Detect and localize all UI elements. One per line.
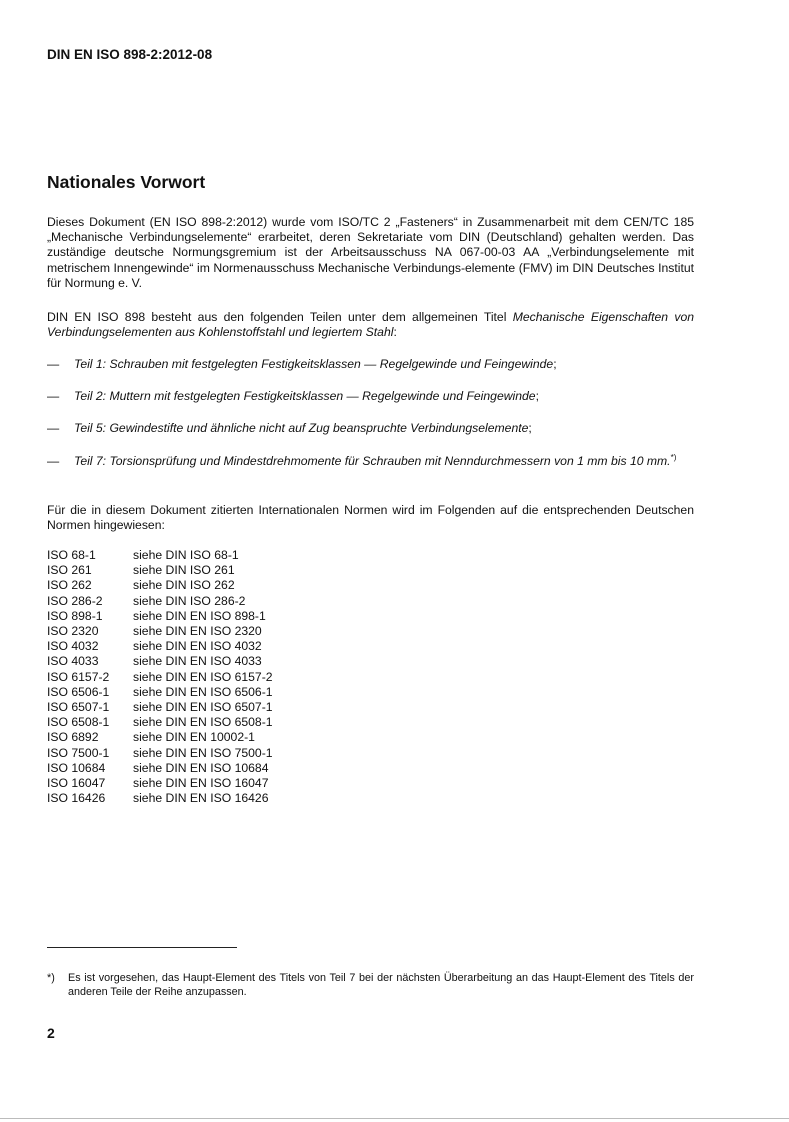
- din-standard-cell: siehe DIN EN ISO 2320: [133, 624, 262, 639]
- table-row: [47, 761, 273, 776]
- paragraph-lead: DIN EN ISO 898 besteht aus den folgenden Teilen unter dem allgemeinen Titel: [47, 310, 513, 324]
- dash-bullet: —: [47, 453, 60, 468]
- table-row: [47, 776, 273, 791]
- footnote-mark: *): [47, 972, 55, 984]
- din-standard-cell: siehe DIN EN ISO 6507-1: [133, 700, 273, 715]
- iso-standard-cell: ISO 898-1: [47, 608, 103, 623]
- din-standard-cell: siehe DIN ISO 262: [133, 578, 235, 593]
- din-standard-cell: siehe DIN EN 10002-1: [133, 730, 255, 745]
- iso-standard-cell: ISO 7500-1: [47, 745, 110, 760]
- din-standard-cell: siehe DIN EN ISO 10684: [133, 760, 269, 775]
- iso-standard-cell: ISO 6892: [47, 730, 99, 745]
- table-row: [47, 654, 273, 669]
- iso-standard-cell: ISO 6507-1: [47, 700, 110, 715]
- din-standard-cell: siehe DIN EN ISO 6157-2: [133, 669, 273, 684]
- part-title: Teil 1: Schrauben mit festgelegten Festigkeitsklassen — Regelgewinde und Feingewinde: [74, 357, 554, 371]
- iso-standard-cell: ISO 10684: [47, 760, 106, 775]
- din-standard-cell: siehe DIN EN ISO 7500-1: [133, 745, 273, 760]
- paragraph-parts-intro: [47, 310, 694, 340]
- iso-standard-cell: ISO 2320: [47, 624, 99, 639]
- iso-standard-cell: ISO 261: [47, 563, 92, 578]
- iso-standard-cell: ISO 6506-1: [47, 684, 110, 699]
- table-row: [47, 624, 273, 639]
- parts-list: [47, 357, 694, 486]
- din-standard-cell: siehe DIN EN ISO 16047: [133, 776, 269, 791]
- page-bottom-edge: [0, 1118, 789, 1119]
- din-standard-cell: siehe DIN EN ISO 16426: [133, 791, 269, 806]
- paragraph-intro: Dieses Dokument (EN ISO 898-2:2012) wurde vom ISO/TC 2 „Fasteners“ in Zusammenarbeit mit dem CEN/TC 185 „Mechanische Verbindungselemente“ erarbeitet, deren Sekretariate vom DIN (Deutschland) gehalten werden. Das zuständige deutsche Normungsgremium ist der Arbeitsausschuss NA 067-00-03 AA „Verbindungselemente mit metrischem Innengewinde“ im Normenausschuss Mechanische Verbindungs-elemente (FMV) im DIN Deutsches Institut für Normung e. V.: [47, 215, 694, 290]
- iso-standard-cell: ISO 6508-1: [47, 715, 110, 730]
- table-row: [47, 594, 273, 609]
- din-standard-cell: siehe DIN ISO 261: [133, 563, 235, 578]
- table-row: [47, 730, 273, 745]
- table-row: [47, 563, 273, 578]
- din-standard-cell: siehe DIN ISO 286-2: [133, 593, 246, 608]
- table-row: [47, 578, 273, 593]
- table-row: [47, 670, 273, 685]
- iso-standard-cell: ISO 6157-2: [47, 669, 110, 684]
- table-row: [47, 685, 273, 700]
- list-item: [47, 357, 694, 372]
- document-identifier: DIN EN ISO 898-2:2012-08: [47, 47, 213, 62]
- part-title: Teil 7: Torsionsprüfung und Mindestdrehmomente für Schrauben mit Nenndurchmessern von 1 mm bis 10 mm.: [74, 453, 671, 468]
- reference-table: [47, 548, 273, 806]
- table-row: [47, 791, 273, 806]
- dash-bullet: —: [47, 421, 60, 436]
- table-row: [47, 700, 273, 715]
- list-item: [47, 454, 694, 469]
- section-title: Nationales Vorwort: [47, 172, 206, 192]
- dash-bullet: —: [47, 357, 60, 371]
- iso-standard-cell: ISO 4033: [47, 654, 99, 669]
- table-row: [47, 609, 273, 624]
- list-punctuation: ;: [553, 357, 557, 371]
- footnote-divider: [47, 947, 237, 948]
- iso-standard-cell: ISO 262: [47, 578, 92, 593]
- table-row: [47, 715, 273, 730]
- iso-standard-cell: ISO 16426: [47, 791, 106, 806]
- din-standard-cell: siehe DIN ISO 68-1: [133, 548, 239, 562]
- din-standard-cell: siehe DIN EN ISO 898-1: [133, 608, 266, 623]
- paragraph-references-intro: Für die in diesem Dokument zitierten Internationalen Normen wird im Folgenden auf die entsprechenden Deutschen Normen hingewiesen:: [47, 503, 694, 533]
- iso-standard-cell: ISO 16047: [47, 776, 106, 791]
- footnote-text: Es ist vorgesehen, das Haupt-Element des Titels von Teil 7 bei der nächsten Überarbeitung an das Haupt-Element des Titels der anderen Teile der Reihe anzupassen.: [68, 972, 694, 998]
- footnote-reference[interactable]: *): [670, 452, 677, 462]
- list-item: [47, 421, 694, 436]
- din-standard-cell: siehe DIN EN ISO 4033: [133, 654, 262, 669]
- general-title: Mechanische Eigenschaften von Verbindungselementen aus Kohlenstoffstahl und legiertem Stahl: [47, 310, 695, 340]
- iso-standard-cell: ISO 286-2: [47, 593, 103, 608]
- paragraph-tail: :: [393, 325, 397, 340]
- part-title: Teil 2: Muttern mit festgelegten Festigkeitsklassen — Regelgewinde und Feingewinde: [74, 389, 536, 404]
- din-standard-cell: siehe DIN EN ISO 4032: [133, 639, 262, 654]
- page-number: 2: [47, 1025, 55, 1041]
- list-punctuation: ;: [528, 421, 532, 436]
- din-standard-cell: siehe DIN EN ISO 6506-1: [133, 684, 273, 699]
- list-item: [47, 389, 694, 404]
- footnote: [47, 971, 694, 999]
- table-row: [47, 548, 273, 563]
- table-row: [47, 639, 273, 654]
- table-row: [47, 746, 273, 761]
- din-standard-cell: siehe DIN EN ISO 6508-1: [133, 715, 273, 730]
- dash-bullet: —: [47, 389, 60, 404]
- iso-standard-cell: ISO 68-1: [47, 548, 96, 562]
- list-punctuation: ;: [535, 389, 539, 404]
- part-title: Teil 5: Gewindestifte und ähnliche nicht auf Zug beanspruchte Verbindungselemente: [74, 421, 529, 436]
- iso-standard-cell: ISO 4032: [47, 639, 99, 654]
